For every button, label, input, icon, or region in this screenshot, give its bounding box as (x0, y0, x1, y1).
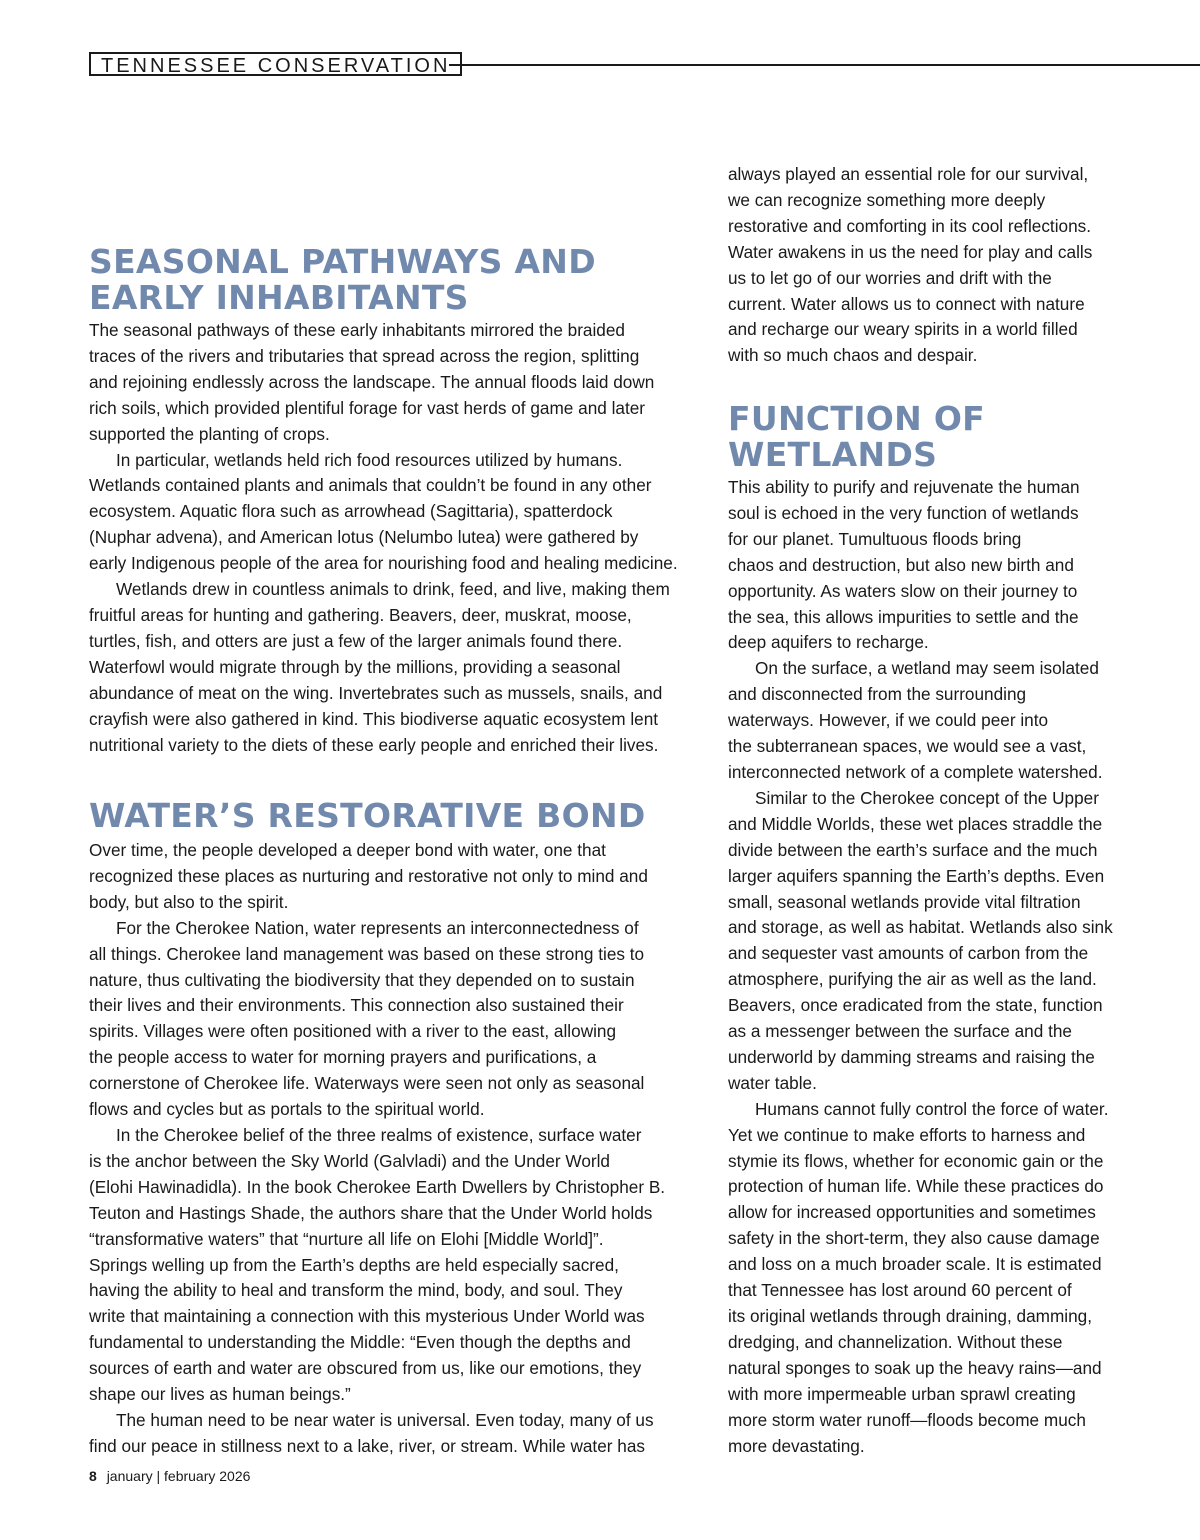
heading-waters-restorative-bond: WATER’S RESTORATIVE BOND (89, 796, 646, 835)
issue-date: january | february 2026 (106, 1468, 251, 1484)
heading-seasonal-pathways: SEASONAL PATHWAYS AND EARLY INHABITANTS (89, 242, 596, 317)
header-rule (449, 64, 1200, 66)
section-wetlands-body: This ability to purify and rejuvenate the human soul is echoed in the very function of wetlands for our planet. Tumultuous floods bring chaos and destruction, but also new birth and opportunity. As waters slow on their journey to the sea, this allows impurities to settle and the deep aquifers to recharge. On the surface, a wetland may seem isolated and disconnected from the surrounding waterways. However, if we could peer into the subterranean spaces, we would see a vast, interconnected network of a complete watershed. Similar to the Cherokee concept of the Upper and Middle Worlds, these wet places straddle the divide between the earth’s surface and the much larger aquifers spanning the Earth’s depths. Even small, seasonal wetlands provide vital filtration and storage, as well as habitat. Wetlands also sink and sequester vast amounts of carbon from the atmosphere, purifying the air as well as the land. Beavers, once eradicated from the state, function as a messenger between the surface and the underworld by damming streams and raising the water table. Humans cannot fully control the force of water. Yet we continue to make efforts to harness and stymie its flows, whether for economic gain or the protection of human life. While these practices do allow for increased opportunities and sometimes safety in the short-term, they also cause damage and loss on a much broader scale. It is estimated that Tennessee has lost around 60 percent of its original wetlands through draining, damming, dredging, and channelization. Without these natural sponges to soak up the heavy rains—and with more impermeable urban sprawl creating more storm water runoff—floods become much more devastating. (728, 477, 1113, 1456)
section-restorative-body: Over time, the people developed a deeper bond with water, one that recognized these places as nurturing and restorative not only to mind and body, but also to the spirit. For the Cherokee Nation, water represents an interconnectedness of all things. Cherokee land management was based on these strong ties to nature, thus cultivating the biodiversity that they depended on to sustain their lives and their environments. This connection also sustained their spirits. Villages were often positioned with a river to the east, allowing the people access to water for morning prayers and purifications, a cornerstone of Cherokee life. Waterways were seen not only as seasonal flows and cycles but as portals to the spiritual world. In the Cherokee belief of the three realms of existence, surface water is the anchor between the Sky World (Galvladi) and the Under World (Elohi Hawinadidla). In the book Cherokee Earth Dwellers by Christopher B. Teuton and Hastings Shade, the authors share that the Under World holds “transformative waters” that “nurture all life on Elohi [Middle World]”. Springs welling up from the Earth’s depths are held especially sacred, having the ability to heal and transform the mind, body, and soul. They write that maintaining a connection with this mysterious Under World was fundamental to understanding the Middle: “Even though the depths and sources of earth and water are obscured from us, like our emotions, they shape our lives as human beings.” The human need to be near water is universal. Even today, many of us find our peace in stillness next to a lake, river, or stream. While water has (89, 840, 666, 1456)
section-waters-restorative-bond (89, 798, 709, 1460)
heading-function-of-wetlands: FUNCTION OF WETLANDS (728, 399, 986, 474)
page-number: 8 (89, 1468, 97, 1484)
section-seasonal-body: The seasonal pathways of these early inhabitants mirrored the braided traces of the rivers and tributaries that spread across the region, splitting and rejoining endlessly across the landscape. The annual floods laid down rich soils, which provided plentiful forage for vast herds of game and later supported the planting of crops. In particular, wetlands held rich food resources utilized by humans. Wetlands contained plants and animals that couldn’t be found in any other ecosystem. Aquatic flora such as arrowhead (Sagittaria), spatterdock (Nuphar advena), and American lotus (Nelumbo lutea) were gathered by early Indigenous people of the area for nourishing food and healing medicine. Wetlands drew in countless animals to drink, feed, and live, making them fruitful areas for hunting and gathering. Beavers, deer, muskrat, moose, turtles, fish, and otters are just a few of the larger animals found there. Waterfowl would migrate through by the millions, providing a seasonal abundance of meat on the wing. Invertebrates such as mussels, snails, and crayfish were also gathered in kind. This biodiverse aquatic ecosystem lent nutritional variety to the diets of these early people and enriched their lives. (89, 320, 678, 755)
section-seasonal-pathways (89, 244, 709, 758)
magazine-label: TENNESSEE CONSERVATION (89, 52, 462, 76)
right-intro (728, 162, 1138, 369)
right-intro-body: always played an essential role for our survival, we can recognize something more deeply restorative and comforting in its cool reflections. Water awakens in us the need for play and calls us to let go of our worries and drift with the current. Water allows us to connect with nature and recharge our weary spirits in a world filled with so much chaos and despair. (728, 164, 1093, 366)
page-footer (89, 1468, 250, 1484)
section-function-of-wetlands (728, 401, 1138, 1459)
